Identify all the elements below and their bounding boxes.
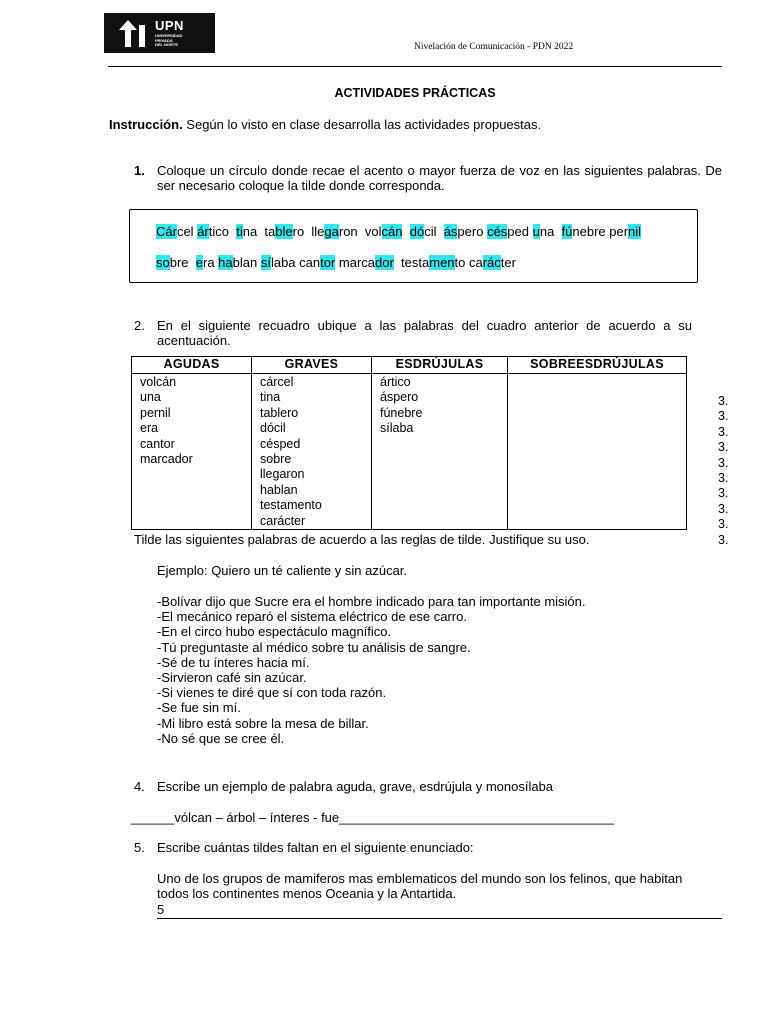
q5-statement: Uno de los grupos de mamiferos mas emblematicos del mundo son los felinos, que habitan todos los continentes menos Oceania y la Antartida. bbox=[157, 871, 683, 901]
stressed-syllable: ás bbox=[443, 224, 458, 239]
table-row bbox=[132, 374, 687, 530]
word-fragment: na bbox=[539, 224, 562, 239]
list-item: era bbox=[140, 421, 159, 436]
q2-number: 2. bbox=[134, 318, 145, 333]
word-fragment: cel bbox=[176, 224, 198, 239]
word-fragment: ter bbox=[500, 255, 516, 270]
list-item: sobre bbox=[260, 452, 292, 467]
q5-number: 5. bbox=[134, 840, 145, 855]
word-fragment: tico bbox=[208, 224, 237, 239]
side-number: 3. bbox=[718, 501, 729, 516]
side-number: 3. bbox=[718, 517, 729, 532]
accent-table bbox=[131, 356, 687, 530]
side-number: 3. bbox=[718, 440, 729, 455]
word-fragment: blan bbox=[232, 255, 261, 270]
q3-sentences bbox=[157, 594, 586, 746]
list-item: áspero bbox=[380, 390, 419, 405]
course-header: Nivelación de Comunicación - PDN 2022 bbox=[414, 42, 574, 52]
side-numbers bbox=[718, 394, 728, 548]
list-item: -Se fue sin mí. bbox=[157, 700, 241, 716]
word-fragment: nebre per bbox=[572, 224, 629, 239]
list-item: una bbox=[140, 390, 161, 405]
header-sobreesdrujulas: SOBREESDRÚJULAS bbox=[508, 357, 687, 374]
stressed-syllable: cán bbox=[381, 224, 403, 239]
list-item: carácter bbox=[260, 513, 306, 528]
q4-number: 4. bbox=[134, 779, 145, 794]
list-item: -Sirvieron café sin azúcar. bbox=[157, 670, 307, 686]
col-agudas bbox=[132, 374, 252, 530]
list-item: césped bbox=[260, 436, 301, 451]
list-item: cárcel bbox=[260, 375, 294, 389]
logo-text: UPN bbox=[155, 18, 184, 33]
side-number: 3. bbox=[718, 471, 729, 486]
stressed-syllable: cés bbox=[487, 224, 508, 239]
word-fragment: bre bbox=[169, 255, 196, 270]
stressed-syllable: men bbox=[429, 255, 455, 270]
list-item: fúnebre bbox=[380, 405, 423, 420]
word-fragment: pero bbox=[457, 224, 488, 239]
stressed-syllable: nil bbox=[628, 224, 642, 239]
q5-answer: 5 bbox=[157, 902, 165, 917]
list-item: ártico bbox=[380, 375, 411, 389]
stressed-syllable: ti bbox=[236, 224, 243, 239]
q1-word-box bbox=[129, 209, 698, 283]
word-fragment: cil bbox=[424, 224, 444, 239]
header-esdrujulas: ESDRÚJULAS bbox=[372, 357, 508, 374]
list-item: -Si vienes te diré que sí con toda razón. bbox=[157, 685, 387, 701]
list-item: pernil bbox=[140, 405, 171, 420]
list-item: -Tú preguntaste al médico sobre tu análisis de sangre. bbox=[157, 639, 471, 655]
header-graves: GRAVES bbox=[252, 357, 372, 374]
side-number: 3. bbox=[718, 455, 729, 470]
q1-words-line2 bbox=[156, 255, 516, 270]
side-number: 3. bbox=[718, 394, 729, 408]
word-fragment: testa bbox=[393, 255, 430, 270]
stressed-syllable: sí bbox=[260, 255, 271, 270]
q1-number: 1. bbox=[134, 163, 145, 178]
list-item: testamento bbox=[260, 498, 322, 513]
word-fragment: laba can bbox=[270, 255, 321, 270]
instruction-text: Según lo visto en clase desarrolla las actividades propuestas. bbox=[182, 117, 542, 132]
word-fragment: ra bbox=[202, 255, 219, 270]
q3-example: Ejemplo: Quiero un té caliente y sin azúcar. bbox=[157, 563, 408, 578]
list-item: -No sé que se cree él. bbox=[157, 730, 285, 746]
q4-answer: ______vólcan – árbol – ínteres - fue______________________________________ bbox=[131, 810, 614, 825]
list-item: sílaba bbox=[380, 421, 414, 436]
stressed-syllable: so bbox=[156, 255, 170, 270]
word-fragment: na ta bbox=[242, 224, 276, 239]
stressed-syllable: rác bbox=[482, 255, 501, 270]
list-item: volcán bbox=[140, 375, 177, 389]
word-fragment: ro lle bbox=[292, 224, 325, 239]
list-item: tablero bbox=[260, 405, 299, 420]
stressed-syllable: ár bbox=[197, 224, 209, 239]
q4-text: Escribe un ejemplo de palabra aguda, grave, esdrújula y monosílaba bbox=[157, 779, 554, 794]
list-item: marcador bbox=[140, 452, 193, 467]
instruction bbox=[109, 117, 541, 132]
list-item: -Bolívar dijo que Sucre era el hombre indicado para tan importante misión. bbox=[157, 594, 586, 609]
word-fragment: ped bbox=[507, 224, 533, 239]
upn-logo bbox=[104, 13, 215, 53]
col-esdrujulas bbox=[372, 374, 508, 530]
side-number: 3. bbox=[718, 486, 729, 501]
q3-text: Tilde las siguientes palabras de acuerdo a las reglas de tilde. Justifique su uso. bbox=[134, 532, 590, 547]
stressed-syllable: ha bbox=[218, 255, 233, 270]
answer-rule bbox=[157, 918, 722, 919]
list-item: -Mi libro está sobre la mesa de billar. bbox=[157, 715, 369, 731]
upn-arrow-icon bbox=[104, 13, 154, 53]
side-number: 3. bbox=[718, 409, 729, 424]
table-header-row bbox=[132, 357, 687, 374]
q1-words-line1 bbox=[156, 224, 641, 239]
list-item: -El mecánico reparó el sistema eléctrico de ese carro. bbox=[157, 609, 467, 625]
list-item: cantor bbox=[140, 436, 175, 451]
instruction-label: Instrucción. bbox=[109, 117, 183, 132]
stressed-syllable: tor bbox=[320, 255, 336, 270]
col-graves bbox=[252, 374, 372, 530]
stressed-syllable: ga bbox=[324, 224, 339, 239]
list-item: hablan bbox=[260, 482, 298, 497]
stressed-syllable: ble bbox=[275, 224, 293, 239]
side-number: 3. bbox=[718, 532, 729, 547]
col-sobreesdrujulas bbox=[508, 374, 687, 530]
side-number: 3. bbox=[718, 424, 729, 439]
word-fragment: to ca bbox=[454, 255, 483, 270]
word-fragment bbox=[402, 224, 409, 239]
page-title: ACTIVIDADES PRÁCTICAS bbox=[334, 86, 496, 100]
word-fragment: marca bbox=[335, 255, 376, 270]
header-rule bbox=[108, 66, 722, 67]
logo-subtitle: UNIVERSIDAD PRIVADA DEL NORTE bbox=[155, 33, 183, 47]
list-item: -En el circo hubo espectáculo magnífico. bbox=[157, 624, 392, 640]
list-item: tina bbox=[260, 390, 281, 405]
header-agudas: AGUDAS bbox=[132, 357, 252, 374]
stressed-syllable: dó bbox=[409, 224, 425, 239]
list-item: llegaron bbox=[260, 467, 305, 482]
stressed-syllable: e bbox=[195, 255, 203, 270]
list-item: -Sé de tu ínteres hacia mí. bbox=[157, 654, 310, 670]
list-item: dócil bbox=[260, 421, 286, 436]
q1-text: Coloque un círculo donde recae el acento o mayor fuerza de voz en las siguientes palabras. De ser necesario coloque la tilde donde corresponda. bbox=[157, 163, 722, 193]
q2-text: En el siguiente recuadro ubique a las palabras del cuadro anterior de acuerdo a su acentuación. bbox=[157, 318, 692, 348]
q5-text: Escribe cuántas tildes faltan en el siguiente enunciado: bbox=[157, 840, 474, 855]
word-fragment: ron vol bbox=[338, 224, 382, 239]
stressed-syllable: u bbox=[532, 224, 540, 239]
stressed-syllable: dor bbox=[375, 255, 394, 270]
stressed-syllable: fú bbox=[561, 224, 573, 239]
stressed-syllable: Cár bbox=[156, 224, 177, 239]
